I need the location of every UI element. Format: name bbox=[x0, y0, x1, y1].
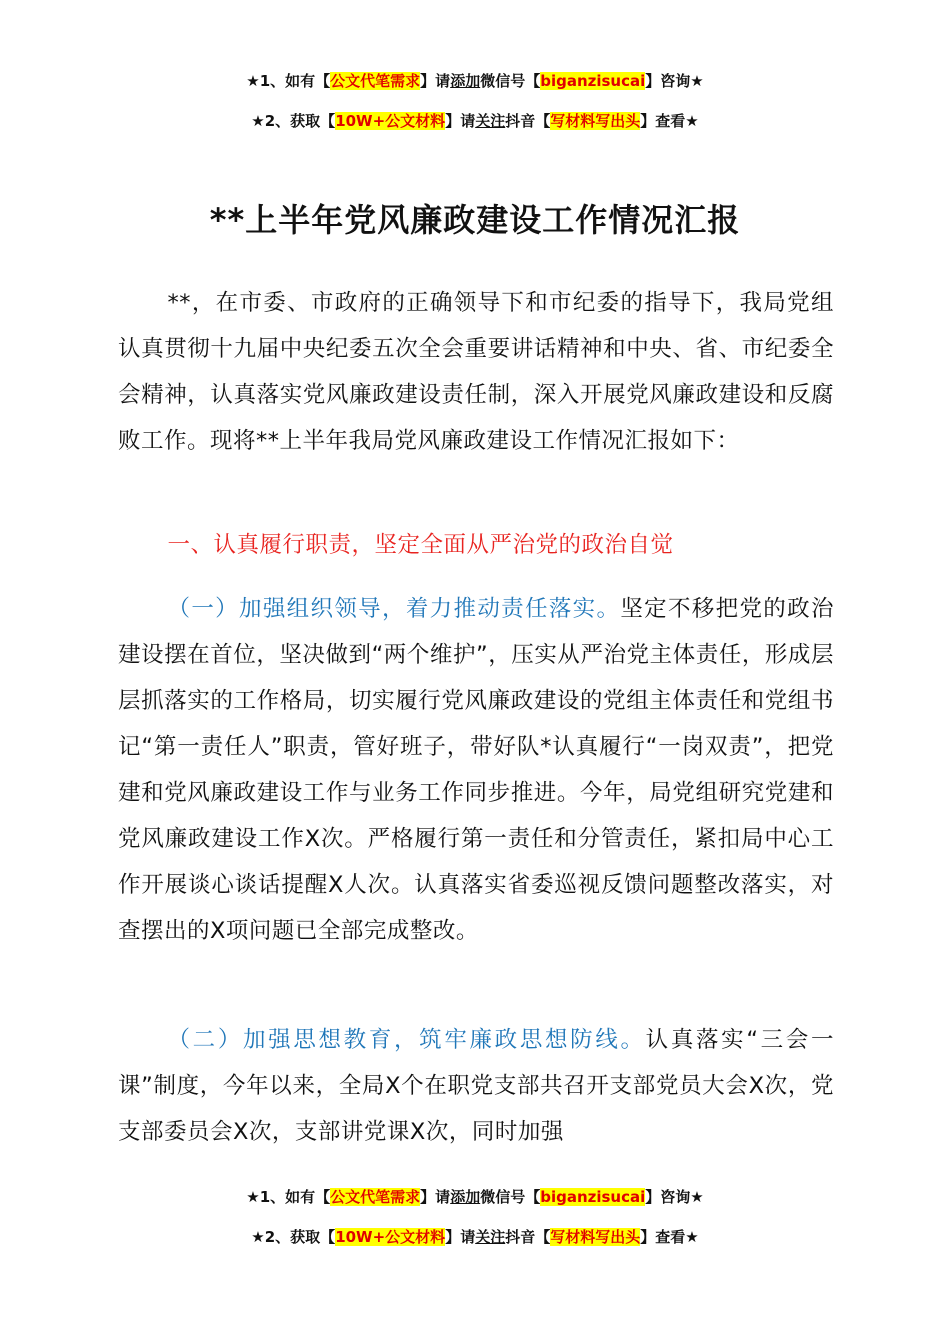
banner-highlight: 写材料写出头 bbox=[550, 112, 641, 130]
banner-highlight: biganzisucai bbox=[540, 1188, 646, 1206]
banner-highlight: 10W+公文材料 bbox=[335, 1228, 446, 1246]
banner-text: 抖音【 bbox=[505, 1228, 551, 1246]
banner-highlight: 公文代笔需求 bbox=[330, 72, 421, 90]
subsection-2-paragraph bbox=[118, 1017, 834, 1155]
banner-text: ★2、获取【 bbox=[251, 1228, 336, 1246]
banner-highlight: biganzisucai bbox=[540, 72, 646, 90]
section-heading bbox=[118, 522, 834, 568]
banner-line-2-footer bbox=[0, 1226, 950, 1248]
banner-highlight: 10W+公文材料 bbox=[335, 112, 446, 130]
banner-text: 】请 bbox=[420, 72, 451, 90]
banner-line-1-footer bbox=[0, 1186, 950, 1208]
banner-emphasis: 关注 bbox=[475, 112, 506, 130]
banner-text: ★2、获取【 bbox=[251, 112, 336, 130]
banner-emphasis: 添加 bbox=[450, 1188, 481, 1206]
banner-emphasis: 添加 bbox=[450, 72, 481, 90]
intro-text: **，在市委、市政府的正确领导下和市纪委的指导下，我局党组认真贯彻十九届中央纪委五次全会重要讲话精神和中央、省、市纪委全会精神，认真落实党风廉政建设责任制，深入开展党风廉政建设和反腐败工作。现将**上半年我局党风廉政建设工作情况汇报如下： bbox=[118, 290, 834, 454]
banner-text: 】查看★ bbox=[640, 1228, 699, 1246]
banner-text: ★1、如有【 bbox=[246, 1188, 331, 1206]
section-heading-text: 一、认真履行职责，坚定全面从严治党的政治自觉 bbox=[167, 532, 674, 558]
intro-paragraph bbox=[118, 280, 834, 464]
banner-text: 】请 bbox=[420, 1188, 451, 1206]
banner-text: 】咨询★ bbox=[645, 72, 704, 90]
document-title: **上半年党风廉政建设工作情况汇报 bbox=[209, 201, 741, 239]
banner-highlight: 写材料写出头 bbox=[550, 1228, 641, 1246]
banner-text: ★1、如有【 bbox=[246, 72, 331, 90]
banner-emphasis: 关注 bbox=[475, 1228, 506, 1246]
banner-line-1 bbox=[0, 70, 950, 92]
banner-text: 】咨询★ bbox=[645, 1188, 704, 1206]
banner-text: 微信号【 bbox=[480, 1188, 541, 1206]
banner-text: 】请 bbox=[445, 1228, 476, 1246]
banner-text: 】查看★ bbox=[640, 112, 699, 130]
subsection-heading: （一）加强组织领导，着力推动责任落实。 bbox=[167, 596, 621, 622]
banner-highlight: 公文代笔需求 bbox=[330, 1188, 421, 1206]
subsection-heading: （二）加强思想教育，筑牢廉政思想防线。 bbox=[167, 1027, 646, 1053]
banner-line-2 bbox=[0, 110, 950, 132]
banner-text: 抖音【 bbox=[505, 112, 551, 130]
subsection-body: 坚定不移把党的政治建设摆在首位，坚决做到“两个维护”，压实从严治党主体责任，形成层层抓落实的工作格局，切实履行党风廉政建设的党组主体责任和党组书记“第一责任人”职责，管好班子，带好队*认真履行“一岗双责”，把党建和党风廉政建设工作与业务工作同步推进。今年，局党组研究党建和党风廉政建设工作X次。严格履行第一责任和分管责任，紧扣局中心工作开展谈心谈话提醒X人次。认真落实省委巡视反馈问题整改落实，对查摆出的X项问题已全部完成整改。 bbox=[118, 596, 834, 944]
banner-text: 】请 bbox=[445, 112, 476, 130]
subsection-body: 认真落实“三会一课”制度，今年以来，全局X个在职党支部共召开支部党员大会X次，党支部委员会X次，支部讲党课X次，同时加强 bbox=[118, 1027, 834, 1145]
banner-text: 微信号【 bbox=[480, 72, 541, 90]
subsection-1-paragraph bbox=[118, 586, 834, 954]
